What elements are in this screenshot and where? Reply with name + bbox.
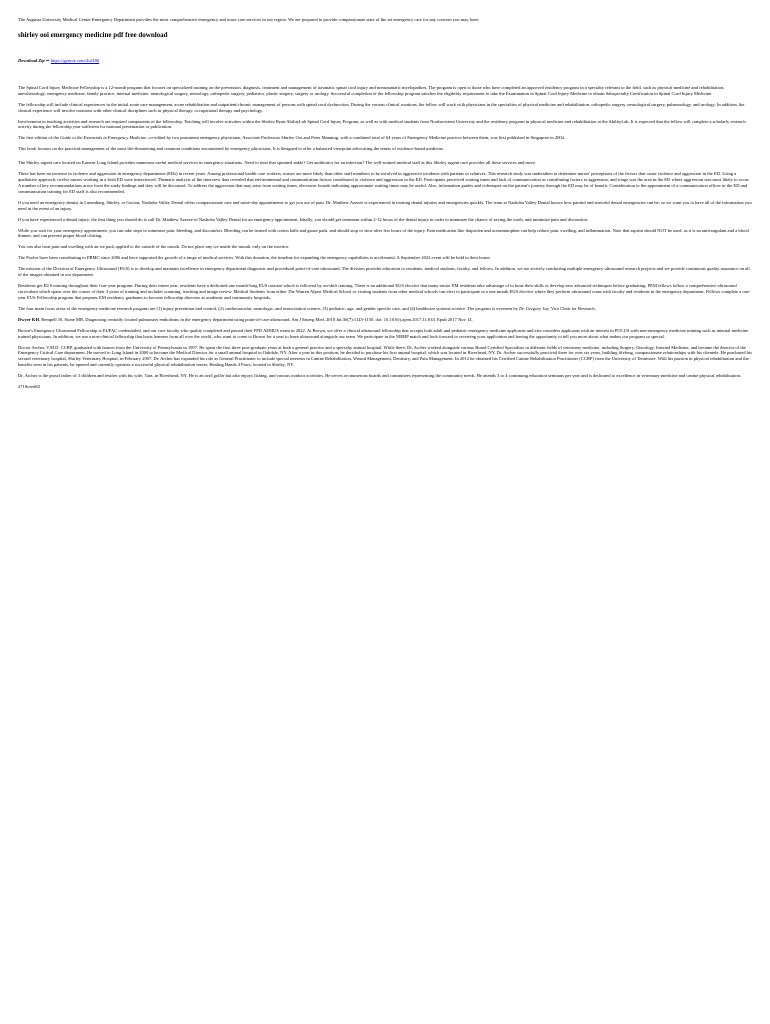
paragraph-teaching-research: Involvement in teaching activities and research are required components of the fellowship. Teaching will involve activities within the Shirley Ryan AbilityLab Spinal Cord Injury Program, as well as with medical students from Northwestern University and the residency program in physical medicine and rehabilitation at the AbilityLab. It is expected that the fellow will complete a scholarly research activity during the fellowship year sufficient for national presentation or publication. [18, 118, 746, 130]
paragraph-book-focus: This book focuses on the practical management of the most life-threatening and common conditions encountered by emergency physicians. It is designed to offer a balanced viewpoint advocating the tenets of evidence-based medicine. [18, 146, 444, 152]
paragraph-spinal-fellowship: The Spinal Cord Injury Medicine Fellowship is a 12-month program that focuses on specialized training on the prevention, diagnosis, treatment and management of traumatic spinal cord injury and nontraumatic myelopathies. The program is open to those who have completed an approved residency program in a specialty relevant to the field, such as physical medicine and rehabilitation, anesthesiology, emergency medicine, family practice, internal medicine, neurological surgery, neurology, orthopedic surgery, pediatrics, plastic surgery, surgery or urology. Successful completion of the fellowship program satisfies the eligibility requirement to take the Examination in Spinal Cord Injury Medicine to obtain Subspecialty Certification in Spinal Cord Injury Medicine. [18, 85, 725, 96]
paragraph-pooles: The Pooles have been contributing to PBMC since 2006 and have supported the growth of a range of medical services. With this donation, the timeline for expanding the emergency capabilities is accelerated. A September 2022 event will be held in their honor. [18, 255, 491, 261]
download-label: Download Zip [18, 58, 45, 64]
paragraph-citation [18, 317, 752, 323]
paragraph-brown-fellowship: Brown's Emergency Ultrasound Fellowship is EUFAC credentialed, and our core faculty who quality completed and passed their FPD AEMUS exam in 2022. At Brown, we offer a clinical ultrasound fellowship that accepts both adult and pediatric emergency medicine applicants and also considers applicants with an interest in POCUS with non-emergency medicine training such as internal medicine trained physicians. In addition, we run a non-clinical fellowship that hosts learners from all over the world, who want to come to Brown for a year to learn ultrasound alongside our team. We participate in the NRMP match and look forward to receiving your application and having the opportunity to tell you more about what makes our program so special. [18, 327, 749, 339]
paragraph-waiting-appointment: While you wait for your emergency appointment, you can take steps to minimize pain, bleeding, and discomfort. Bleeding can be treated with cotton balls and gauze pads, and should stop or slow after few hours of the injury. Pain medication like ibuprofen and acetaminophen can help reduce pain, swelling, and inflammation. Note that aspirin should NOT be used, as it is an anticoagulant and a blood thinner, and can prevent proper blood clotting. [18, 227, 749, 239]
paragraph-eus-training: Residents get EUS training throughout their four-year program. During their intern year, residents have a dedicated one month-long EUS rotation which is followed by on-shift training. There is an additional EUS elective that many senior EM residents take advantage of to hone their skills or develop new advanced techniques before graduating. PEM fellows follow a comprehensive ultrasound curriculum which spans over the course of their 3 years of training and includes scanning, teaching and image review. Medical Students from either The Warren Alpert Medical School or visiting students from other medical schools can elect to participate in a one month EUS elective where they perform ultrasound scans with faculty and residents in the emergency department. Fellows complete a one-year EUS Fellowship program that prepares EM residency graduates to become fellowship directors at academic and community hospitals. [18, 283, 751, 300]
text-run: The first edition of the [18, 135, 61, 141]
footer-code: 2718ceed82 [18, 384, 40, 390]
text-run: , co-edited by two prominent emergency physicians, Associate Professors Shirley Ooi and Peter Manning, with a combined total of 64 years of Emergency Medicine practice between them, was first published in Singapore in 2004. [146, 135, 566, 141]
paragraph-emergency-dentist: If you need an emergency dentist in Lunenburg, Shirley, or Groton, Nashoba Valley Dental offers compassionate care and same-day appointments to get you out of pain. Dr. Matthew Azzeze is experienced in treating dental injuries and emergencies quickly. The team at Nashoba Valley Dental knows how painful and stressful dental emergencies can be, so we want you to have all of the information you need in the event of an injury. [18, 199, 752, 211]
download-link[interactable]: https://gynoiz.com/2s2486 [50, 58, 100, 64]
paragraph-shirley-urgent-care: The Shirley urgent care located on Eastern Long Island provides numerous useful medical services in emergency situations. Need to treat that sprained ankle? Get antibiotics for an infection? The well-trained medical staff at this Shirley urgent care provides all these services and more. [18, 160, 537, 166]
download-line [18, 58, 752, 64]
text-run: , Vice Chair for Research. [548, 305, 596, 311]
paragraph-fellowship-clinical: The fellowship will include clinical experiences in the initial acute care management, acute rehabilitation and outpatient/chronic management of persons with spinal cord dysfunction. During the various clinical rotations, the fellow will work with physicians in the specialties of physical medicine and rehabilitation, orthopedic surgery, neurological surgery, pulmonology, and urology. In addition, the clinical experience will involve rotations with other clinical disciplines such as physical therapy, occupational therapy and psychology. [18, 101, 745, 113]
citation-text: , Rempell JS, Stone MB. Diagnosing centrally located pulmonary embolisms in the emergency department using point-of-care ultrasound. Am J Emerg Med. 2018 Jul;36(7):1145-1150. doi: 10.1016/j.ajem.2017.11.033. Epub 2017 Nov 14. [39, 316, 473, 322]
text-run: The four main focus areas of the emergency medicine research program are (1) injury prevention and control, (2) cardiovascular, neurologic, and resuscitation science, (3) pediatric, age, and gender specific care, and (4) healthcare systems science. The program is overseen by [18, 305, 520, 311]
citation-author: Dwyer KH [18, 316, 40, 322]
arrow-icon: ⇒ [45, 58, 50, 64]
paragraph-archer-family: Dr. Archer is the proud father of 3 children and resides with his wife, Tara, in Riverhead, NY. He is an avid golfer but also enjoys fishing, and various outdoor activities. He serves on numerous boards and committees representing the community needs. He attends 3 to 4 continuing education seminars per year and is dedicated to excellence in veterinary medicine and canine physical rehabilitation. [18, 373, 742, 379]
page-title: shirley ooi emergency medicine pdf free download [18, 30, 168, 39]
paragraph-ed-violence-study: There has been an increase in violence and aggression in emergency departments (EDs) in recent years. Among professional health care workers, nurses are more likely than other staff members to be involved in aggressive incidents with patients or relatives. This research study was undertaken to determine nurses' perceptions of the factors that cause violence and aggression in the ED. Using a qualitative approach, twelve nurses working in a Irish ED were interviewed. Thematic analysis of the interview data revealed that environmental and communication factors contributed to violence and aggression in the ED. Participants perceived waiting times and lack of communication as contributing factors to aggression, and triage was the area in the ED where aggression was most likely to occur. A number of key recommendations arose from the study findings and they will be discussed. To address the aggression that may arise from waiting times, electronic boards indicating approximate waiting times may be useful. Also, information guides and videotapes on the patient's journey through the ED may be of benefit. Consideration to the appointment of a communication officer in the ED and communication training for ED staff is also recommended. [18, 171, 750, 194]
intro-text: The Augusta University Medical Center Emergency Department provides the most comprehensive emergency and acute care services in our region. We are prepared to provide compassionate state of the art emergency care for any concern you may have. [18, 17, 480, 22]
person-name: Dr. Gregory Jay [519, 305, 549, 311]
paragraph-dental-injury: If you have experienced a dental injury, the first thing you should do is call Dr. Matthew Azzeze of Nashoba Valley Dental for an emergency appointment. Ideally, you should get treatment within 2-12 hours of the dental injury in order to minimize the chance of saving the tooth, and minimize pain and discomfort. [18, 216, 589, 222]
document-page [0, 0, 770, 390]
paragraph-doctor-archer: Doctor Archer, V.M.D. CCRP, graduated with honors from the University of Pennsylvania in 1997. He spent the first three post-graduate years at both a general practice and a specialty animal hospital. While there, Dr. Archer worked alongside various Board Certified Specialists in different fields of veterinary medicine, including Surgery, Oncology, Internal Medicine, and became the director of the Emergency Critical Care department. He moved to Long Island in 2000 to become the Medical Director for a small animal hospital in Oakdale, NY. After a year in this position, he decided to purchase his first animal hospital, which was located in Riverhead, NY. Dr. Archer successfully practiced there for over six years, building lifelong, compassionate relationships with his clientele. He purchased his second veterinary hospital, Shirley Veterinary Hospital, in February 2007. Dr. Archer has expanded his role as General Practitioner to include special interests in Canine Rehabilitation, Wound Management, Dentistry, and Pain Management. In 2012 he obtained his Certified Canine Rehabilitation Practitioner (CCRP) from the University of Tennessee. With his passion in physical rehabilitation and the benefits seen in his patients, he opened and currently operates a successful physical rehabilitation center, Healing Hands 4 Paws, located in Shirley, NY. [18, 344, 752, 368]
paragraph-research-program [18, 306, 752, 312]
paragraph-guide-edition [18, 135, 752, 141]
book-title: Guide to the Essentials in Emergency Medicine [60, 135, 147, 141]
paragraph-ice-pack: You can also treat pain and swelling with an ice pack applied to the outside of the mouth. Do not place any ice inside the mouth, only on the exterior. [18, 244, 290, 250]
paragraph-eus-mission: The mission of the Division of Emergency Ultrasound (EUS) is to develop and maintain excellence in emergency department diagnostic and procedural point-of-care ultrasound. The division provides education to residents, medical students, faculty, and fellows. In addition, we are actively conducting multiple emergency ultrasound research projects and we provide continuous quality assurance on all of the images obtained in our department. [18, 266, 750, 278]
